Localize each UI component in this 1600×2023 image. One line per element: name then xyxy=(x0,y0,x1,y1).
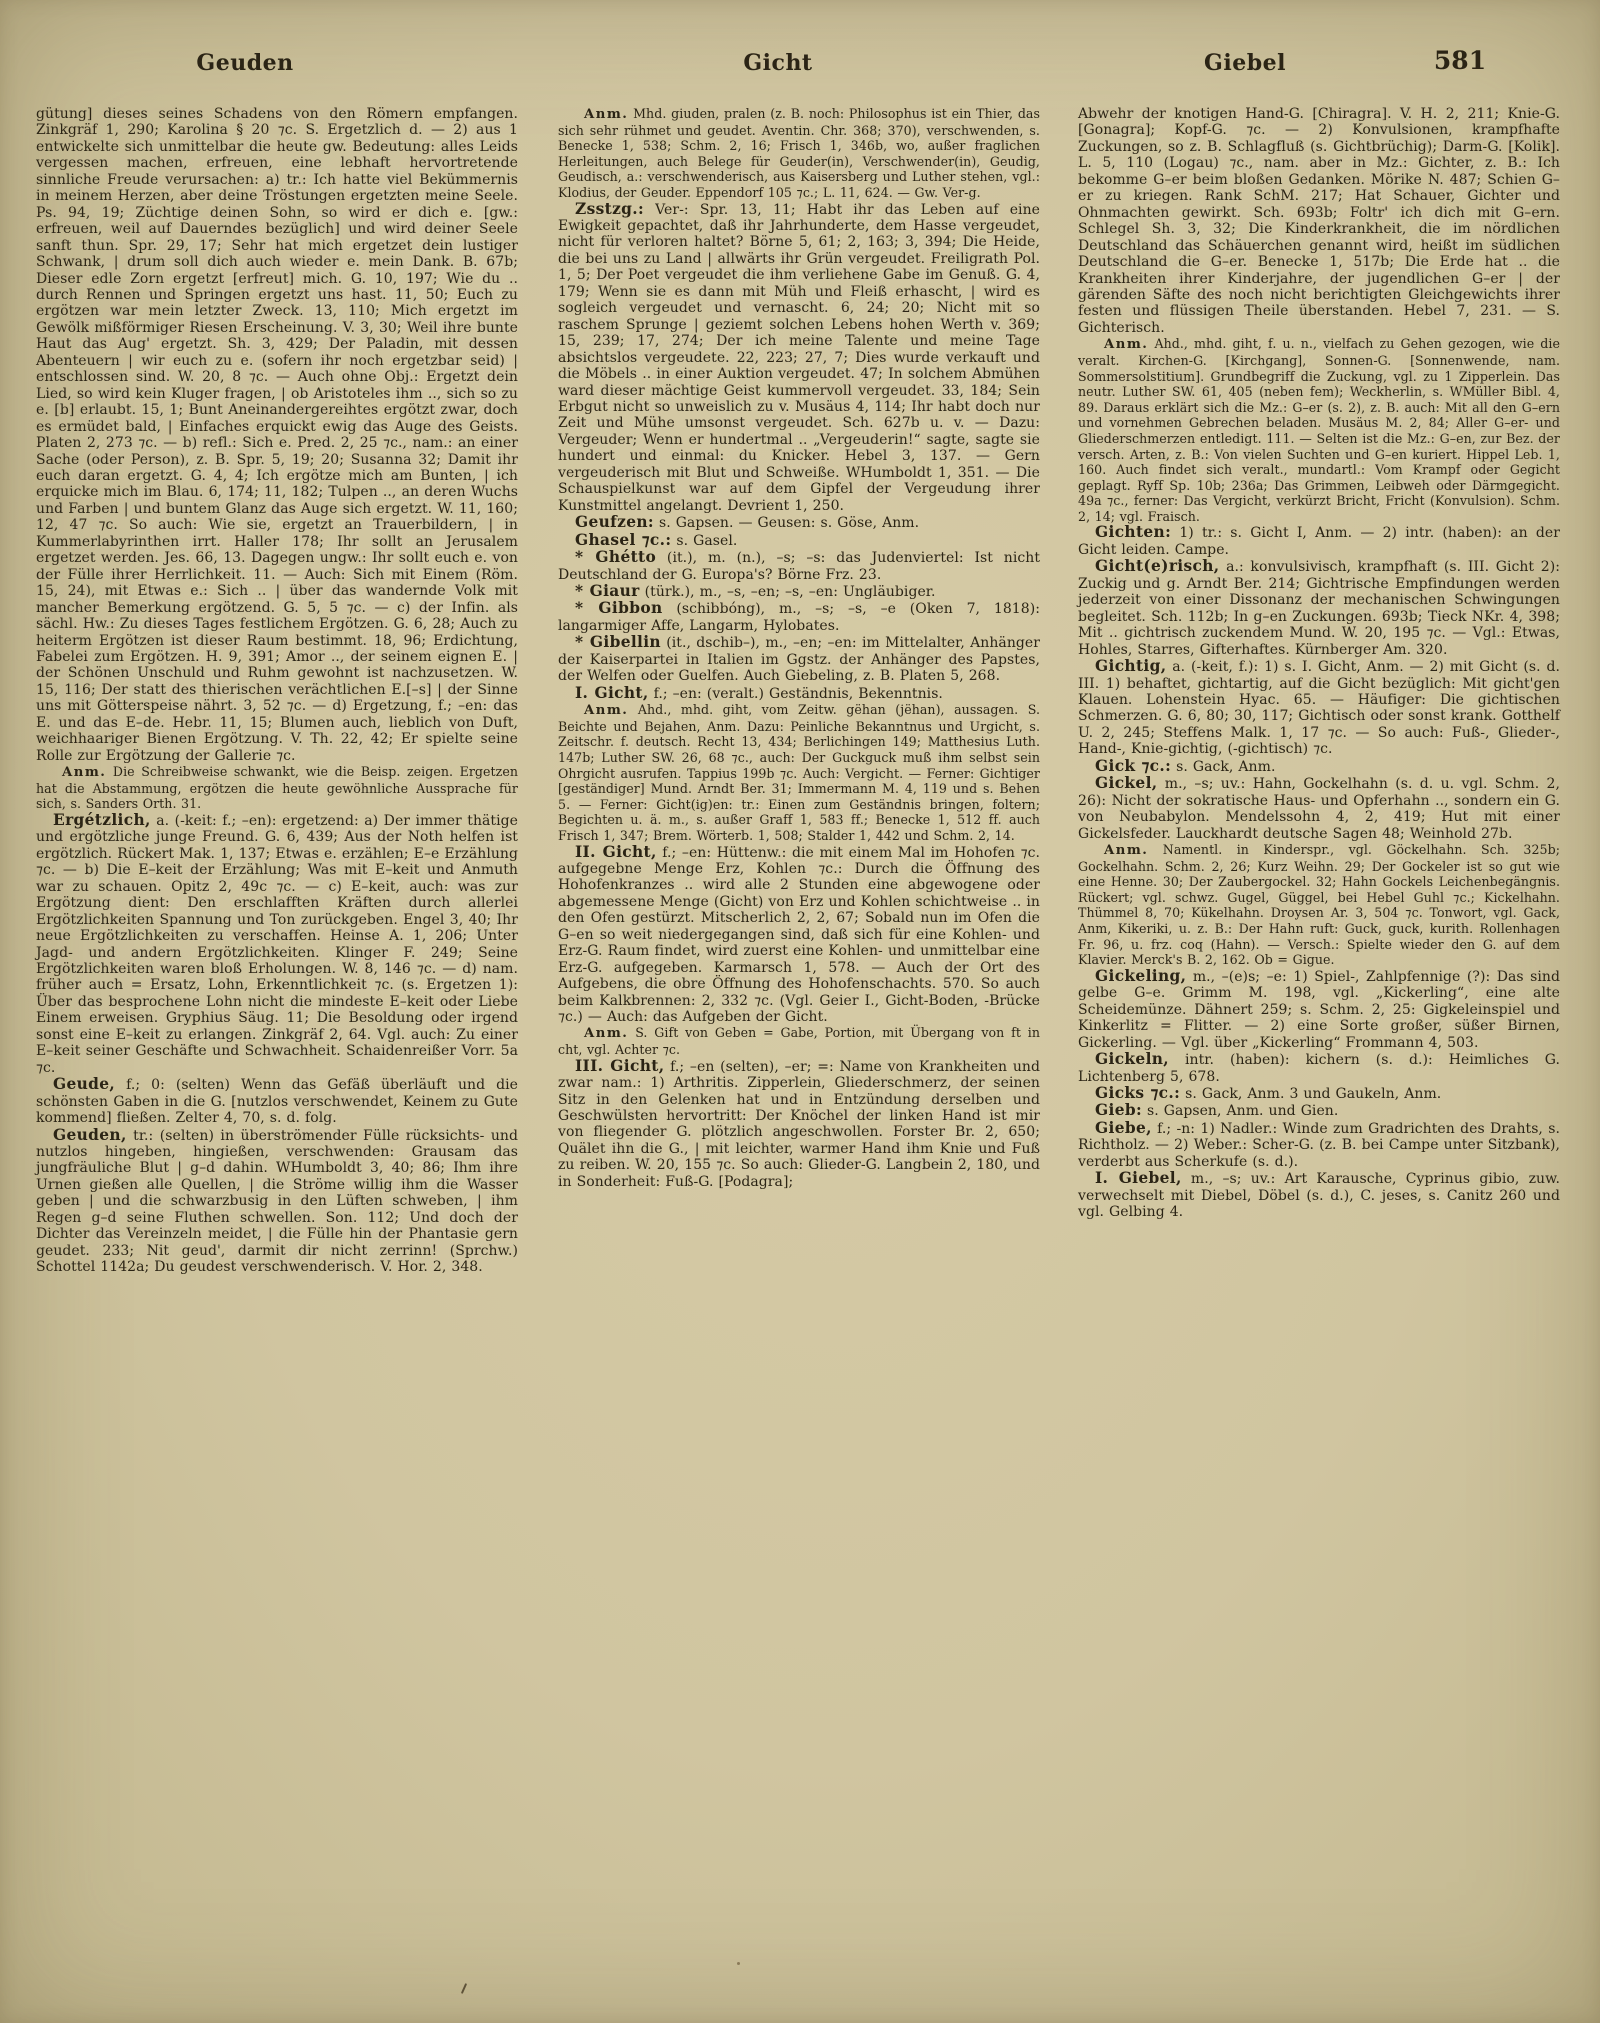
entry-headword: Gicht(e)risch, xyxy=(1095,557,1220,576)
running-head-right: Giebel xyxy=(1204,50,1286,76)
ink-speck xyxy=(461,1983,467,1994)
entry-headword: Anm. xyxy=(584,107,629,122)
page-number: 581 xyxy=(1433,46,1487,75)
entry-headword: Anm. xyxy=(1104,843,1149,859)
dictionary-paragraph: Geufzen: s. Gapsen. — Geusen: s. Göse, Anm. xyxy=(575,513,920,532)
dictionary-paragraph: Gichten: 1) tr.: s. Gicht I, Anm. — 2) intr. (haben): an der Gicht leiden. Campe. xyxy=(1078,523,1560,558)
annotation-paragraph: Anm. Die Schreibweise schwankt, wie die Beisp. zeigen. Ergetzen hat die Abstammung, ergötzen die heute gewöhnliche Aussprache für sich, s. Sanders Orth. 31. xyxy=(36,764,518,812)
dictionary-paragraph: Ergétzlich, a. (-keit: f.; –en): ergetzend: a) Der immer thätige und ergötzliche junge Freund. G. 6, 439; Aus der Noth helfen ist ergötzlich. Rückert Mak. 1, 137; Etwas e. erzählen; E–e Erzählung ⁊c. — b) Die E–keit der Erzählung; Was mit E–keit und Anmuth war zu schauen. Opitz 2, 49c ⁊c. — c) E–keit, auch: was zur Ergötzung dient: Den erschlafften Kräften durch allerlei Ergötzlichkeiten Spannung und Ton zurückgeben. Engel 3, 40; Ihr neue Ergötzlichkeiten zu verschaffen. Heinse A. 1, 206; Unter Jagd- und andern Ergötzlichkeiten. Klinger F. 249; Seine Ergötzlichkeiten waren bloß Erholungen. W. 8, 146 ⁊c. — d) nam. früher auch = Ersatz, Lohn, Erkenntlichkeit ⁊c. (s. Ergetzen 1): Über das besprochene Lohn nicht die mindeste E–keit oder Liebe Einem erweisen. Gryphius Säug. 11; Die Besoldung oder irgend sonst eine E–keit zu erlangen. Zinkgräf 2, 64. Vgl. auch: Zu einer E–keit seiner Geschäfte und Schwachheit. Schaidenreißer Vorr. 5a ⁊c. xyxy=(36,810,518,1076)
entry-headword: Gickeling, xyxy=(1095,966,1187,985)
dictionary-paragraph: Geuden, tr.: (selten) in überströmender Fülle rücksichts- und nutzlos hingeben, hingießen, verschwenden: Grausam das jungfräuliche Blut | g–d dahin. WHumboldt 3, 40; 86; Ihm ihre Urnen gießen alle Quellen, | die Ströme willig ihm die Wasser geben | und die schwarzbusig in den Lüften schweben, | ihm Regen g–d seine Fluthen schwellen. Son. 112; Und doch der Dichter das Vereinzeln meidet, | die Fülle hin der Phantasie gern geudet. 233; Nit geud', darmit dir nicht zerrinn! (Sprchw.) Schottel 1142a; Du geudest verschwenderisch. V. Hor. 2, 348. xyxy=(36,1125,518,1276)
ink-dot xyxy=(737,1962,740,1965)
entry-headword: Anm. xyxy=(584,1026,629,1042)
entry-headword: Giebe, xyxy=(1095,1118,1152,1137)
annotation-paragraph: Anm. Namentl. in Kinderspr., vgl. Göckelhahn. Sch. 325b; Gockelhahn. Schm. 2, 26; Kurz Weihn. 29; Der Gockeler ist so gut wie eine Henne. 30; Der Zaubergockel. 32; Hahn Gockels Leichenbegängnis. Rückert; vgl. schwz. Gugel, Güggel, bei Hebel Guhl ⁊c.; Kickelhahn. Thümmel 8, 70; Kükelhahn. Droysen Ar. 3, 504 ⁊c. Tonwort, vgl. Gack, Anm, Kikeriki, u. z. B.: Der Hahn ruft: Guck, guck, kurith. Rollenhagen Fr. 96, u. frz. coq (Hahn). — Versch.: Spielte wieder den G. auf dem Klavier. Merck's B. 2, 162. Ob = Gigue. xyxy=(1078,842,1560,968)
entry-headword: Ergétzlich, xyxy=(53,810,151,829)
entry-headword: * Giaur xyxy=(575,581,640,600)
dictionary-paragraph: * Ghétto (it.), m. (n.), –s; –s: das Judenviertel: Ist nicht Deutschland der G. Europa's? Börne Frz. 23. xyxy=(558,548,1040,583)
entry-headword: II. Gicht, xyxy=(575,842,657,861)
dictionary-paragraph: Geude, f.; 0: (selten) Wenn das Gefäß überläuft und die schönsten Gaben in die G. [nutzlos verschwendet, Keinem zu Gute kommend] fließen. Zelter 4, 70, s. d. folg. xyxy=(36,1075,518,1127)
dictionary-paragraph: Gieb: s. Gapsen, Anm. und Gien. xyxy=(1095,1101,1339,1120)
entry-headword: Geude, xyxy=(53,1075,116,1094)
dictionary-paragraph: Abwehr der knotigen Hand-G. [Chiragra]. V. H. 2, 211; Knie-G. [Gonagra]; Kopf-G. ⁊c. — 2) Konvulsionen, krampfhafte Zuckungen, so z. B. Schlagfluß (s. Gichtbrüchig); Darm-G. [Kolik]. L. 5, 110 (Logau) ⁊c., nam. aber in Mz.: Gichter, z. B.: Ich bekomme G–er beim bloßen Gedanken. Mörike N. 487; Schien G–er zu kriegen. Rank SchM. 217; Hat Schauer, Gichter und Ohnmachten gewirkt. Sch. 693b; Foltr' ich dich mit G–ern. Schlegel Sh. 3, 32; Die Kinderkrankheit, die im nördlichen Deutschland das Schäuerchen genannt wird, heißt im südlichen Deutschland die G–er. Benecke 1, 517b; Die Erde hat .. die Krankheiten ihrer Kinderjahre, der jugendlichen G–er | der gärenden Säfte des noch nicht berichtigten Gleichgewichts ihrer festen und flüssigen Theile überstanden. Hebel 7, 231. — S. Gichterisch. xyxy=(1078,106,1560,336)
entry-headword: Anm. xyxy=(584,703,629,719)
dictionary-paragraph: Gickel, m., –s; uv.: Hahn, Gockelhahn (s. d. u. vgl. Schm. 2, 26): Nicht der sokratische Haus- und Opferhahn .., sondern ein G. von Neubabylon. Mendelssohn 4, 2, 419; Hut mit einer Gickelsfeder. Lauckhardt deutsche Sagen 48; Weinhold 27b. xyxy=(1078,774,1560,842)
dictionary-paragraph: Zsstzg.: Ver-: Spr. 13, 11; Habt ihr das Leben auf eine Ewigkeit gepachtet, daß ihr Jahrhunderte, dem Hasse vergeudet, nicht für verloren haltet? Börne 5, 61; 2, 163; 3, 394; Die Heide, die bei uns zu Land | allwärts ihr Grün vergeudet. Freiligrath Pol. 1, 5; Der Poet vergeudet die ihm verliehene Gabe im Genuß. G. 4, 179; Wenn sie es dann mit Müh und Fleiß erhascht, | wird es sogleich vergeudet und vernascht. 6, 24; 20; Nicht mit so raschem Sprunge | geziemt solchen Lebens hohen Werth v. 369; 15, 239; 17, 274; Der ich meine Talente und meine Tage absichtslos vergeudete. 22, 223; 27, 7; Dies wurde verkauft und die Möbels .. in einer Auktion vergeudet. 47; In solchem Abmühen ward dieser mächtige Geist kummervoll vergeudet. 33, 184; Sein Erbgut nicht so unweislich zu v. Musäus 4, 114; Ihr habt doch nur Zeit und Mühe umsonst vergeudet. Sch. 627b u. v. — Dazu: Vergeuder; Wenn er hundertmal .. „Vergeuderin!“ sagte, sagte sie hundert und einmal: du Knicker. Hebel 3, 137. — Gern vergeuderisch mit Blut und Schweiße. WHumboldt 1, 351. — Die Schauspielkunst war auf dem Gipfel der Vergeudung ihrer Kunstmittel angelangt. Devrient 1, 250. xyxy=(558,199,1040,514)
entry-headword: * Ghétto xyxy=(575,548,657,567)
entry-headword: Anm. xyxy=(1104,337,1149,353)
entry-headword: Gick ⁊c.: xyxy=(1095,756,1172,775)
dictionary-paragraph: Gickeling, m., –(e)s; –e: 1) Spiel-, Zahlpfennige (?): Das sind gelbe G–e. Grimm M. 198, vgl. „Kickerling“, eine alte Scheidemünze. Dähnert 259; s. Schm. 2, 25: Gigkeleinspiel und Kinkerlitz = Flitter. — 2) eine Sorte großer, süßer Birnen, Gickerling. — Vgl. über „Kickerling“ Frommann 4, 503. xyxy=(1078,966,1560,1051)
dictionary-paragraph: gütung] dieses seines Schadens von den Römern empfangen. Zinkgräf 1, 290; Karolina § 20 ⁊c. S. Ergetzlich d. — 2) aus 1 entwickelte sich unmittelbar die heute gw. Bedeutung: alles Leids vergessen machen, erfreuen, eine lebhaft hervortretende sinnliche Freude verursachen: a) tr.: Ich hatte viel Bekümmernis in meinem Herzen, aber deine Tröstungen ergetzten meine Seele. Ps. 94, 19; Züchtige deinen Sohn, so wird er dich e. [gw.: erfreuen, weil auf Dauerndes bezüglich] und wird deiner Seele sanft thun. Spr. 29, 17; Sehr hat mich ergetzet dein lustiger Schwank, | drum soll dich auch wieder e. mein Dank. B. 67b; Dieser edle Zorn ergetzt [erfreut] mich. G. 10, 197; Wie du .. durch Rennen und Springen ergetzt uns hast. 11, 50; Euch zu ergötzen war mein letzter Zweck. 13, 110; Mich ergetzt im Gewölk mißförmiger Riesen Erscheinung. V. 3, 30; Weil ihre bunte Haut das Aug' ergetzt. Sh. 3, 429; Der Paladin, mit dessen Abenteuern | wir euch zu e. (sofern ihr noch ergetzbar seid) | entschlossen sind. W. 20, 8 ⁊c. — Auch ohne Obj.: Ergetzt dein Lied, so wird kein Kluger fragen, | ob Aristoteles ihm .., sich so zu e. [b] erlaubt. 15, 1; Bunt Aneinandergereihtes ergötzt zwar, doch es ermüdet bald, | Einfaches erquickt ewig das Auge des Geists. Platen 2, 273 ⁊c. — b) refl.: Sich e. Pred. 2, 25 ⁊c., nam.: an einer Sache (oder Person), z. B. Spr. 5, 19; 20; Susanna 32; Damit ihr euch daran ergetzt. G. 4, 4; Ich ergötze mich am Bunten, | ich erquicke mich im Blau. 6, 174; 11, 182; Tulpen .., an deren Wuchs und Farben | und buntem Glanz das Auge sich ergetzt. W. 11, 160; 12, 47 ⁊c. So auch: Wie sie, ergetzt an Trauerbildern, | in Kummerlabyrinthen irrt. Haller 178; Ihr sollt an Jerusalem ergetzet werden. Jes. 66, 13. Dagegen ungw.: Ihr sollt euch e. von der Fülle ihrer Herrlichkeit. 11. — Auch: Sich mit Einem (Röm. 15, 24), mit Etwas e.: Sich .. | über das wandernde Volk mit mancher Bemerkung ergötzend. G. 5, 5 ⁊c. — c) der Infin. als sächl. Hw.: Zu dieses Tages festlichem Ergötzen. G. 6, 28; Auch zu heiterm Ergötzen ist dieser Raum bestimmt. 18, 96; Erdichtung, Fabelei zum Ergötzen. H. 9, 391; Amor .., der seinem eignen E. | der Schönen Unschuld und Ruhm gewohnt ist nachzusetzen. W. 15, 116; Der statt des thierischen verächtlichen E.[–s] | der Sinne uns mit Götterspeise nährt. 3, 52 ⁊c. — d) Ergetzung, f.; –en: das E. und das E–de. Hebr. 11, 15; Blumen auch, lieblich von Duft, weichhaariger Bienen Ergötzung. V. Th. 22, 42; Er spielte seine Rolle zur Ergötzung der Gallerie ⁊c. xyxy=(36,106,518,764)
entry-headword: Anm. xyxy=(62,765,107,781)
text-column-center xyxy=(558,106,1040,1190)
dictionary-paragraph: Gicks ⁊c.: s. Gack, Anm. 3 und Gaukeln, Anm. xyxy=(1095,1084,1442,1102)
entry-headword: * Gibbon xyxy=(575,599,663,618)
entry-headword: Ghasel ⁊c.: xyxy=(575,530,672,549)
annotation-paragraph: Anm. Ahd., mhd. giht, vom Zeitw. gëhan (jëhan), aussagen. S. Beichte und Bejahen, Anm. Dazu: Peinliche Bekanntnus und Urgicht, s. Zeitschr. f. deutsch. Recht 13, 434; Berlichingen 149; Matthesius Luth. 147b; Luther SW. 26, 68 ⁊c., auch: Der Guckguck muß ihm selbst sein Ohrgicht ausrufen. Tappius 199b ⁊c. Auch: Vergicht. — Ferner: Gichtiger [geständiger] Mund. Arndt Ber. 31; Immermann M. 4, 119 und s. Behen 5. — Ferner: Gicht(ig)en: tr.: Einen zum Geständnis bringen, foltern; Begichten u. ä. m., s. außer Graff 1, 583 ff.; Benecke 1, 512 ff. auch Frisch 1, 347; Brem. Wörterb. 1, 508; Stalder 1, 442 und Schm. 2, 14. xyxy=(558,702,1040,843)
entry-headword: * Gibellin xyxy=(575,633,661,652)
dictionary-paragraph: * Giaur (türk.), m., –s, –en; –s, –en: Ungläubiger. xyxy=(575,581,936,600)
annotation-paragraph: Anm. Mhd. giuden, pralen (z. B. noch: Philosophus ist ein Thier, das sich sehr rühmet und geudet. Aventin. Chr. 368; 370), verschwenden, s. Benecke 1, 538; Schm. 2, 16; Frisch 1, 346b, wo, außer fraglichen Herleitungen, auch Belege für Geuder(in), Verschwender(in), Geudig, Geudisch, a.: verschwenderisch, aus Kaisersberg und Luther stehen, vgl.: Klodius, der Geuder. Eppendorf 105 ⁊c.; L. 11, 624. — Gw. Ver-g. xyxy=(558,106,1040,200)
running-head-center: Gicht xyxy=(743,50,813,76)
dictionary-paragraph: Giebe, f.; -n: 1) Nadler.: Winde zum Gradrichten des Drahts, s. Richtholz. — 2) Weber.: Scher-G. (z. B. bei Campe unter Sitzbank), verderbt aus Scherkufe (s. d.). xyxy=(1078,1118,1560,1170)
dictionary-paragraph: I. Gicht, f.; –en: (veralt.) Geständnis, Bekenntnis. xyxy=(575,683,943,702)
entry-headword: Gickeln, xyxy=(1095,1050,1170,1069)
entry-headword: Zsstzg.: xyxy=(575,199,645,218)
entry-headword: I. Gicht, xyxy=(575,683,649,702)
text-column-left xyxy=(36,106,518,1276)
entry-headword: Geufzen: xyxy=(575,513,654,532)
annotation-paragraph: Anm. S. Gift von Geben = Gabe, Portion, mit Übergang von ft in cht, vgl. Achter ⁊c. xyxy=(558,1025,1040,1058)
dictionary-paragraph: Gick ⁊c.: s. Gack, Anm. xyxy=(1095,756,1276,775)
entry-headword: Gieb: xyxy=(1095,1101,1142,1120)
dictionary-paragraph: III. Gicht, f.; –en (selten), –er; =: Name von Krankheiten und zwar nam.: 1) Arthritis. Zipperlein, Gliederschmerz, der seinen Sitz in den Gelenken hat und in Entzündung derselben und Geschwülsten hervortritt: Der Knöchel der linken Hand ist mir von fliegender G. plötzlich angeschwollen. Forster Br. 2, 650; Quälet ihn die G., | mit leichter, warmer Hand ihm Knie und Fuß zu reiben. W. 20, 155 ⁊c. So auch: Glieder-G. Langbein 2, 180, und in Sonderheit: Fuß-G. [Podagra]; xyxy=(558,1056,1041,1190)
annotation-paragraph: Anm. Ahd., mhd. giht, f. u. n., vielfach zu Gehen gezogen, wie die veralt. Kirchen-G. [Kirchgang], Sonnen-G. [Sonnenwende, nam. Sommersolstitium]. Grundbegriff die Zuckung, vgl. zu 1 Zipperlein. Das neutr. Luther SW. 61, 405 (neben fem); Weckherlin, s. WMüller Bibl. 4, 89. Daraus erklärt sich die Mz.: G–er (s. 2), z. B. auch: Mit all den G–ern und vornehmen Gebrechen beladen. Musäus M. 2, 84; Aller G–er- und Gliederschmerzen entledigt. 111. — Selten ist die Mz.: G–en, zur Bez. der versch. Arten, z. B.: Von vielen Suchten und G–en kuriert. Hippel Leb. 1, 160. Auch findet sich veralt., mundartl.: Vom Krampf oder Gegicht geplagt. Ryff Sp. 10b; 236a; Das Grimmen, Leibweh oder Därmgegicht. 49a ⁊c., ferner: Das Vergicht, verkürzt Bricht, Fricht (Konvulsion). Schm. 2, 14; vgl. Fraisch. xyxy=(1078,336,1560,524)
dictionary-paragraph: * Gibellin (it., dschib–), m., –en; –en: im Mittelalter, Anhänger der Kaiserpartei in Italien im Ggstz. der Anhänger des Papstes, der Welfen oder Guelfen. Auch Giebeling, z. B. Platen 5, 268. xyxy=(558,633,1040,685)
dictionary-paragraph: Gicht(e)risch, a.: konvulsivisch, krampfhaft (s. III. Gicht 2): Zuckig und g. Arndt Ber. 214; Gichtrische Empfindungen werden jederzeit von einer Dissonanz der mechanischen Schwingungen begleitet. Sch. 112b; In g–en Zuckungen. 693b; Tieck NKr. 4, 398; Mit .. gichtrisch zuckendem Mund. W. 20, 195 ⁊c. — Vgl.: Etwas, Hohles, Starres, Gifterhaftes. Kürnberger Am. 320. xyxy=(1078,557,1560,658)
dictionary-paragraph: II. Gicht, f.; –en: Hüttenw.: die mit einem Mal im Hohofen ⁊c. aufgegebne Menge Erz, Kohlen ⁊c.: Durch die Öffnung des Hohofenkranzes .. wird alle 2 Stunden eine abgewogene oder abgemessene Menge (Gicht) von Erz und Kohlen schichtweise .. in den Ofen gestürzt. Mitscherlich 2, 2, 67; Sobald nun im Ofen die G–en so weit niedergegangen sind, daß sich für eine Kohlen- und Erz-G. Raum findet, wird zuerst eine Kohlen- und unmittelbar eine Erz-G. aufgegeben. Karmarsch 1, 578. — Auch der Ort des Aufgebens, die obre Öffnung des Hohofenschachts. 570. So auch beim Kalkbrennen: 2, 332 ⁊c. (Vgl. Geier I., Gicht-Boden, -Brücke ⁊c.) — Auch: das Aufgeben der Gicht. xyxy=(558,842,1040,1026)
dictionary-paragraph: Gickeln, intr. (haben): kichern (s. d.): Heimliches G. Lichtenberg 5, 678. xyxy=(1078,1050,1560,1085)
entry-headword: Geuden, xyxy=(53,1125,127,1144)
dictionary-paragraph: Gichtig, a. (-keit, f.): 1) s. I. Gicht, Anm. — 2) mit Gicht (s. d. III. 1) behaftet, gichtartig, auf die Gicht bezüglich: Mit gicht'gen Klauen. Lohenstein Hyac. 65. — Häufiger: Die gichtischen Schmerzen. G. 6, 80; 30, 117; Gichtisch oder sonst krank. Gotthelf U. 2, 245; Steffens Malk. 1, 17 ⁊c. — So auch: Fuß-, Glieder-, Hand-, Knie-gichtig, (-gichtisch) ⁊c. xyxy=(1078,657,1560,758)
dictionary-paragraph: * Gibbon (schibbóng), m., –s; –s, –e (Oken 7, 1818): langarmiger Affe, Langarm, Hylobates. xyxy=(558,599,1040,634)
entry-headword: Gichtig, xyxy=(1095,657,1167,676)
entry-headword: Gickel, xyxy=(1095,774,1158,793)
entry-headword: III. Gicht, xyxy=(575,1056,665,1075)
dictionary-paragraph: Ghasel ⁊c.: s. Gasel. xyxy=(575,530,738,549)
entry-headword: Gichten: xyxy=(1095,523,1172,542)
text-column-right xyxy=(1078,106,1560,1221)
running-head-left: Geuden xyxy=(196,50,294,76)
dictionary-paragraph: I. Giebel, m., –s; uv.: Art Karausche, Cyprinus gibio, zuw. verwechselt mit Diebel, Döbel (s. d.), C. jeses, s. Canitz 260 und vgl. Gelbing 4. xyxy=(1078,1169,1560,1221)
entry-headword: Gicks ⁊c.: xyxy=(1095,1084,1181,1102)
entry-headword: I. Giebel, xyxy=(1095,1169,1182,1188)
